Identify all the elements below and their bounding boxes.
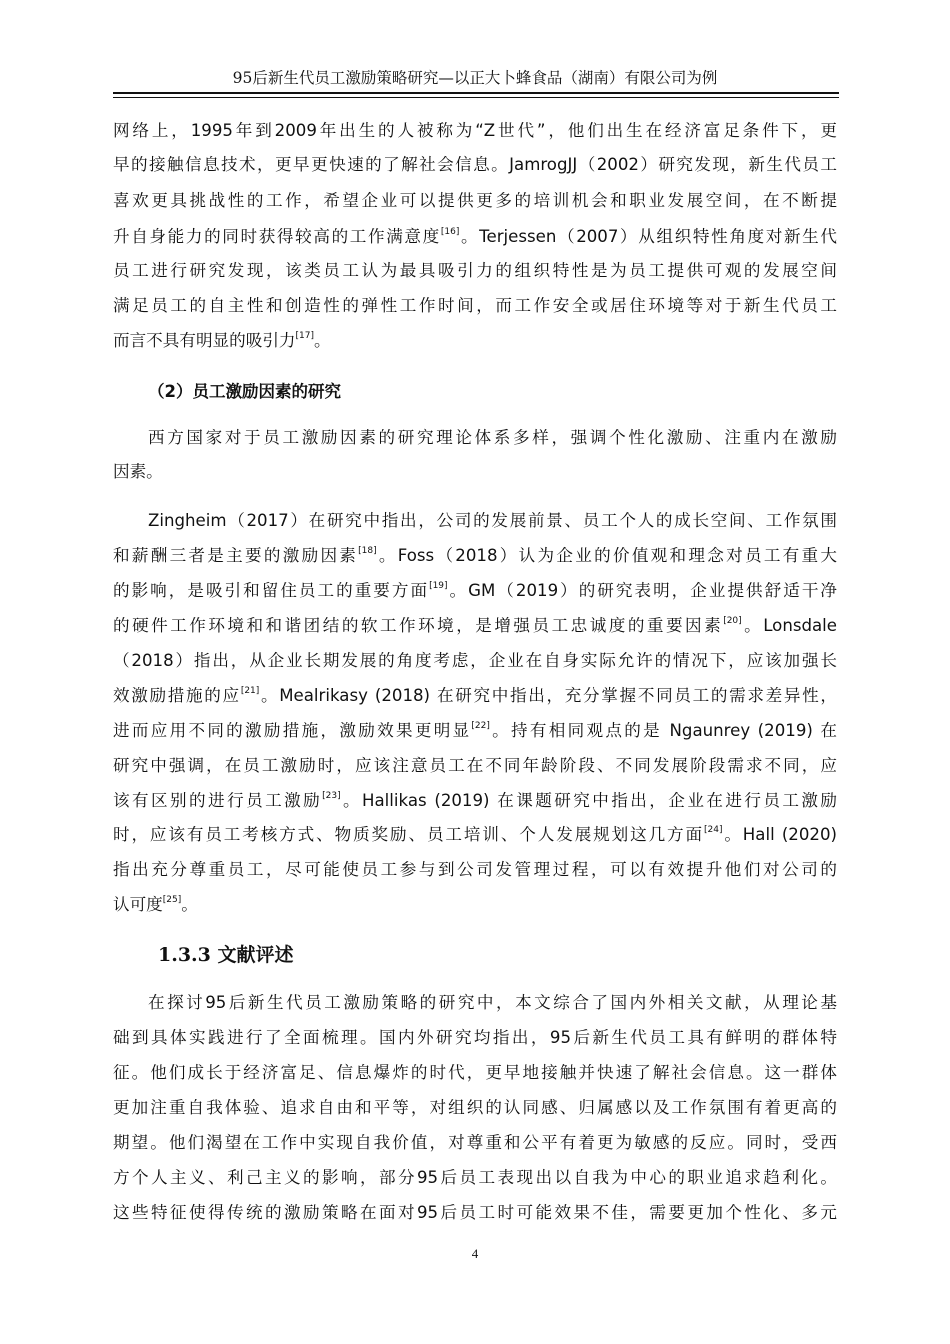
text-line <box>113 823 837 847</box>
line-text: 更加注重自我体验、追求自由和平等，对组织的认同感、归属感以及工作氛围有着更高的 <box>113 1098 837 1117</box>
text-line <box>113 754 837 778</box>
line-text: 网络上，1995年到2009年出生的人被称为“Z世代”，他们出生在经济富足条件下，更 <box>113 121 837 140</box>
line-text: 。Hall (2020) <box>722 825 838 844</box>
text-line <box>113 153 837 177</box>
line-text: 早的接触信息技术，更早更快速的了解社会信息。JamrogJJ（2002）研究发现，新生代员工 <box>113 155 837 174</box>
text-line <box>148 509 837 533</box>
line-text: 在探讨95后新生代员工激励策略的研究中，本文综合了国内外相关文献，从理论基 <box>148 993 837 1012</box>
line-text: 。 <box>314 331 331 350</box>
line-text: 。Mealrikasy (2018) 在研究中指出，充分掌握不同员工的需求差异性， <box>259 686 837 705</box>
line-text: 而言不具有明显的吸引力 <box>113 331 296 350</box>
header-rule <box>113 92 839 94</box>
line-text: 期望。他们渴望在工作中实现自我价值，对尊重和公平有着更为敏感的反应。同时，受西 <box>113 1133 837 1152</box>
line-text: 这些特征使得传统的激励策略在面对95后员工时可能效果不佳，需要更加个性化、多元 <box>113 1203 837 1222</box>
citation-ref: [18] <box>358 546 377 556</box>
line-text: 。Lonsdale <box>741 616 838 635</box>
text-line <box>113 460 837 484</box>
text-line <box>113 789 837 813</box>
text-line <box>148 991 837 1015</box>
running-header: 95后新生代员工激励策略研究—以正大卜蜂食品（湖南）有限公司为例 <box>232 69 718 87</box>
citation-ref: [22] <box>471 721 490 731</box>
line-text: 和薪酬三者是主要的激励因素 <box>113 546 359 565</box>
line-text: 喜欢更具挑战性的工作，希望企业可以提供更多的培训机会和职业发展空间，在不断提 <box>113 191 837 210</box>
header-rule-thin <box>113 97 839 98</box>
text-line <box>148 426 837 450</box>
line-text: 的影响，是吸引和留住员工的重要方面 <box>113 581 430 600</box>
text-line <box>113 1131 837 1155</box>
line-text: Zingheim（2017）在研究中指出，公司的发展前景、员工个人的成长空间、工作氛围 <box>148 511 837 530</box>
section-heading: 1.3.3 文献评述 <box>158 944 294 966</box>
line-text: 效激励措施的应 <box>113 686 241 705</box>
text-line <box>113 189 837 213</box>
citation-ref: [20] <box>723 616 742 626</box>
line-text: 员工进行研究发现，该类员工认为最具吸引力的组织特性是为员工提供可观的发展空间 <box>113 261 837 280</box>
text-line <box>113 119 837 143</box>
line-text: 西方国家对于员工激励因素的研究理论体系多样，强调个性化激励、注重内在激励 <box>148 428 837 447</box>
line-text: 征。他们成长于经济富足、信息爆炸的时代，更早地接触并快速了解社会信息。这一群体 <box>113 1063 837 1082</box>
page-number: 4 <box>471 1246 479 1261</box>
line-text: 。Terjessen（2007）从组织特性角度对新生代 <box>459 227 837 246</box>
line-text: 。GM（2019）的研究表明，企业提供舒适干净 <box>447 581 838 600</box>
text-line <box>113 1166 837 1190</box>
line-text: （2018）指出，从企业长期发展的角度考虑，企业在自身实际允许的情况下，应该加强长 <box>113 651 837 670</box>
line-text: 认可度 <box>113 895 163 914</box>
line-text: 满足员工的自主性和创造性的弹性工作时间，而工作安全或居住环境等对于新生代员工 <box>113 296 837 315</box>
text-line <box>113 1061 837 1085</box>
line-text: 研究中强调，在员工激励时，应该注意员工在不同年龄阶段、不同发展阶段需求不同，应 <box>113 756 837 775</box>
line-text: 础到具体实践进行了全面梳理。国内外研究均指出，95后新生代员工具有鲜明的群体特 <box>113 1028 837 1047</box>
text-line <box>113 649 837 673</box>
citation-ref: [24] <box>703 825 723 835</box>
line-text: 升自身能力的同时获得较高的工作满意度 <box>113 227 441 246</box>
line-text: 。Foss（2018）认为企业的价值观和理念对员工有重大 <box>376 546 837 565</box>
text-line <box>113 614 837 638</box>
line-text: 方个人主义、利己主义的影响，部分95后员工表现出以自我为中心的职业追求趋利化。 <box>113 1168 837 1187</box>
text-line <box>113 329 837 353</box>
text-line <box>113 684 837 708</box>
subsection-heading: （2）员工激励因素的研究 <box>148 382 341 401</box>
text-line <box>113 225 837 249</box>
line-text: 。持有相同观点的是 Ngaunrey (2019) 在 <box>489 721 837 740</box>
line-text: 。 <box>181 895 198 914</box>
citation-ref: [16] <box>440 227 460 237</box>
text-line <box>113 1201 837 1225</box>
citation-ref: [25] <box>162 895 182 905</box>
text-line <box>113 544 837 568</box>
line-text: 的硬件工作环境和和谐团结的软工作环境，是增强员工忠诚度的重要因素 <box>113 616 724 635</box>
text-line <box>113 294 837 318</box>
citation-ref: [21] <box>240 686 260 696</box>
citation-ref: [23] <box>322 791 341 801</box>
line-text: 该有区别的进行员工激励 <box>113 791 323 810</box>
line-text: 。Hallikas (2019) 在课题研究中指出，企业在进行员工激励 <box>340 791 837 810</box>
line-text: 指出充分尊重员工，尽可能使员工参与到公司发管理过程，可以有效提升他们对公司的 <box>113 860 837 879</box>
line-text: 因素。 <box>113 462 163 481</box>
text-line <box>113 579 837 603</box>
text-line <box>113 1026 837 1050</box>
text-line <box>113 1096 837 1120</box>
citation-ref: [19] <box>429 581 448 591</box>
line-text: 时，应该有员工考核方式、物质奖励、员工培训、个人发展规划这几方面 <box>113 825 704 844</box>
citation-ref: [17] <box>295 331 315 341</box>
text-line <box>113 893 837 917</box>
line-text: 进而应用不同的激励措施，激励效果更明显 <box>113 721 472 740</box>
text-line <box>113 858 837 882</box>
text-line <box>113 259 837 283</box>
text-line <box>113 719 837 743</box>
